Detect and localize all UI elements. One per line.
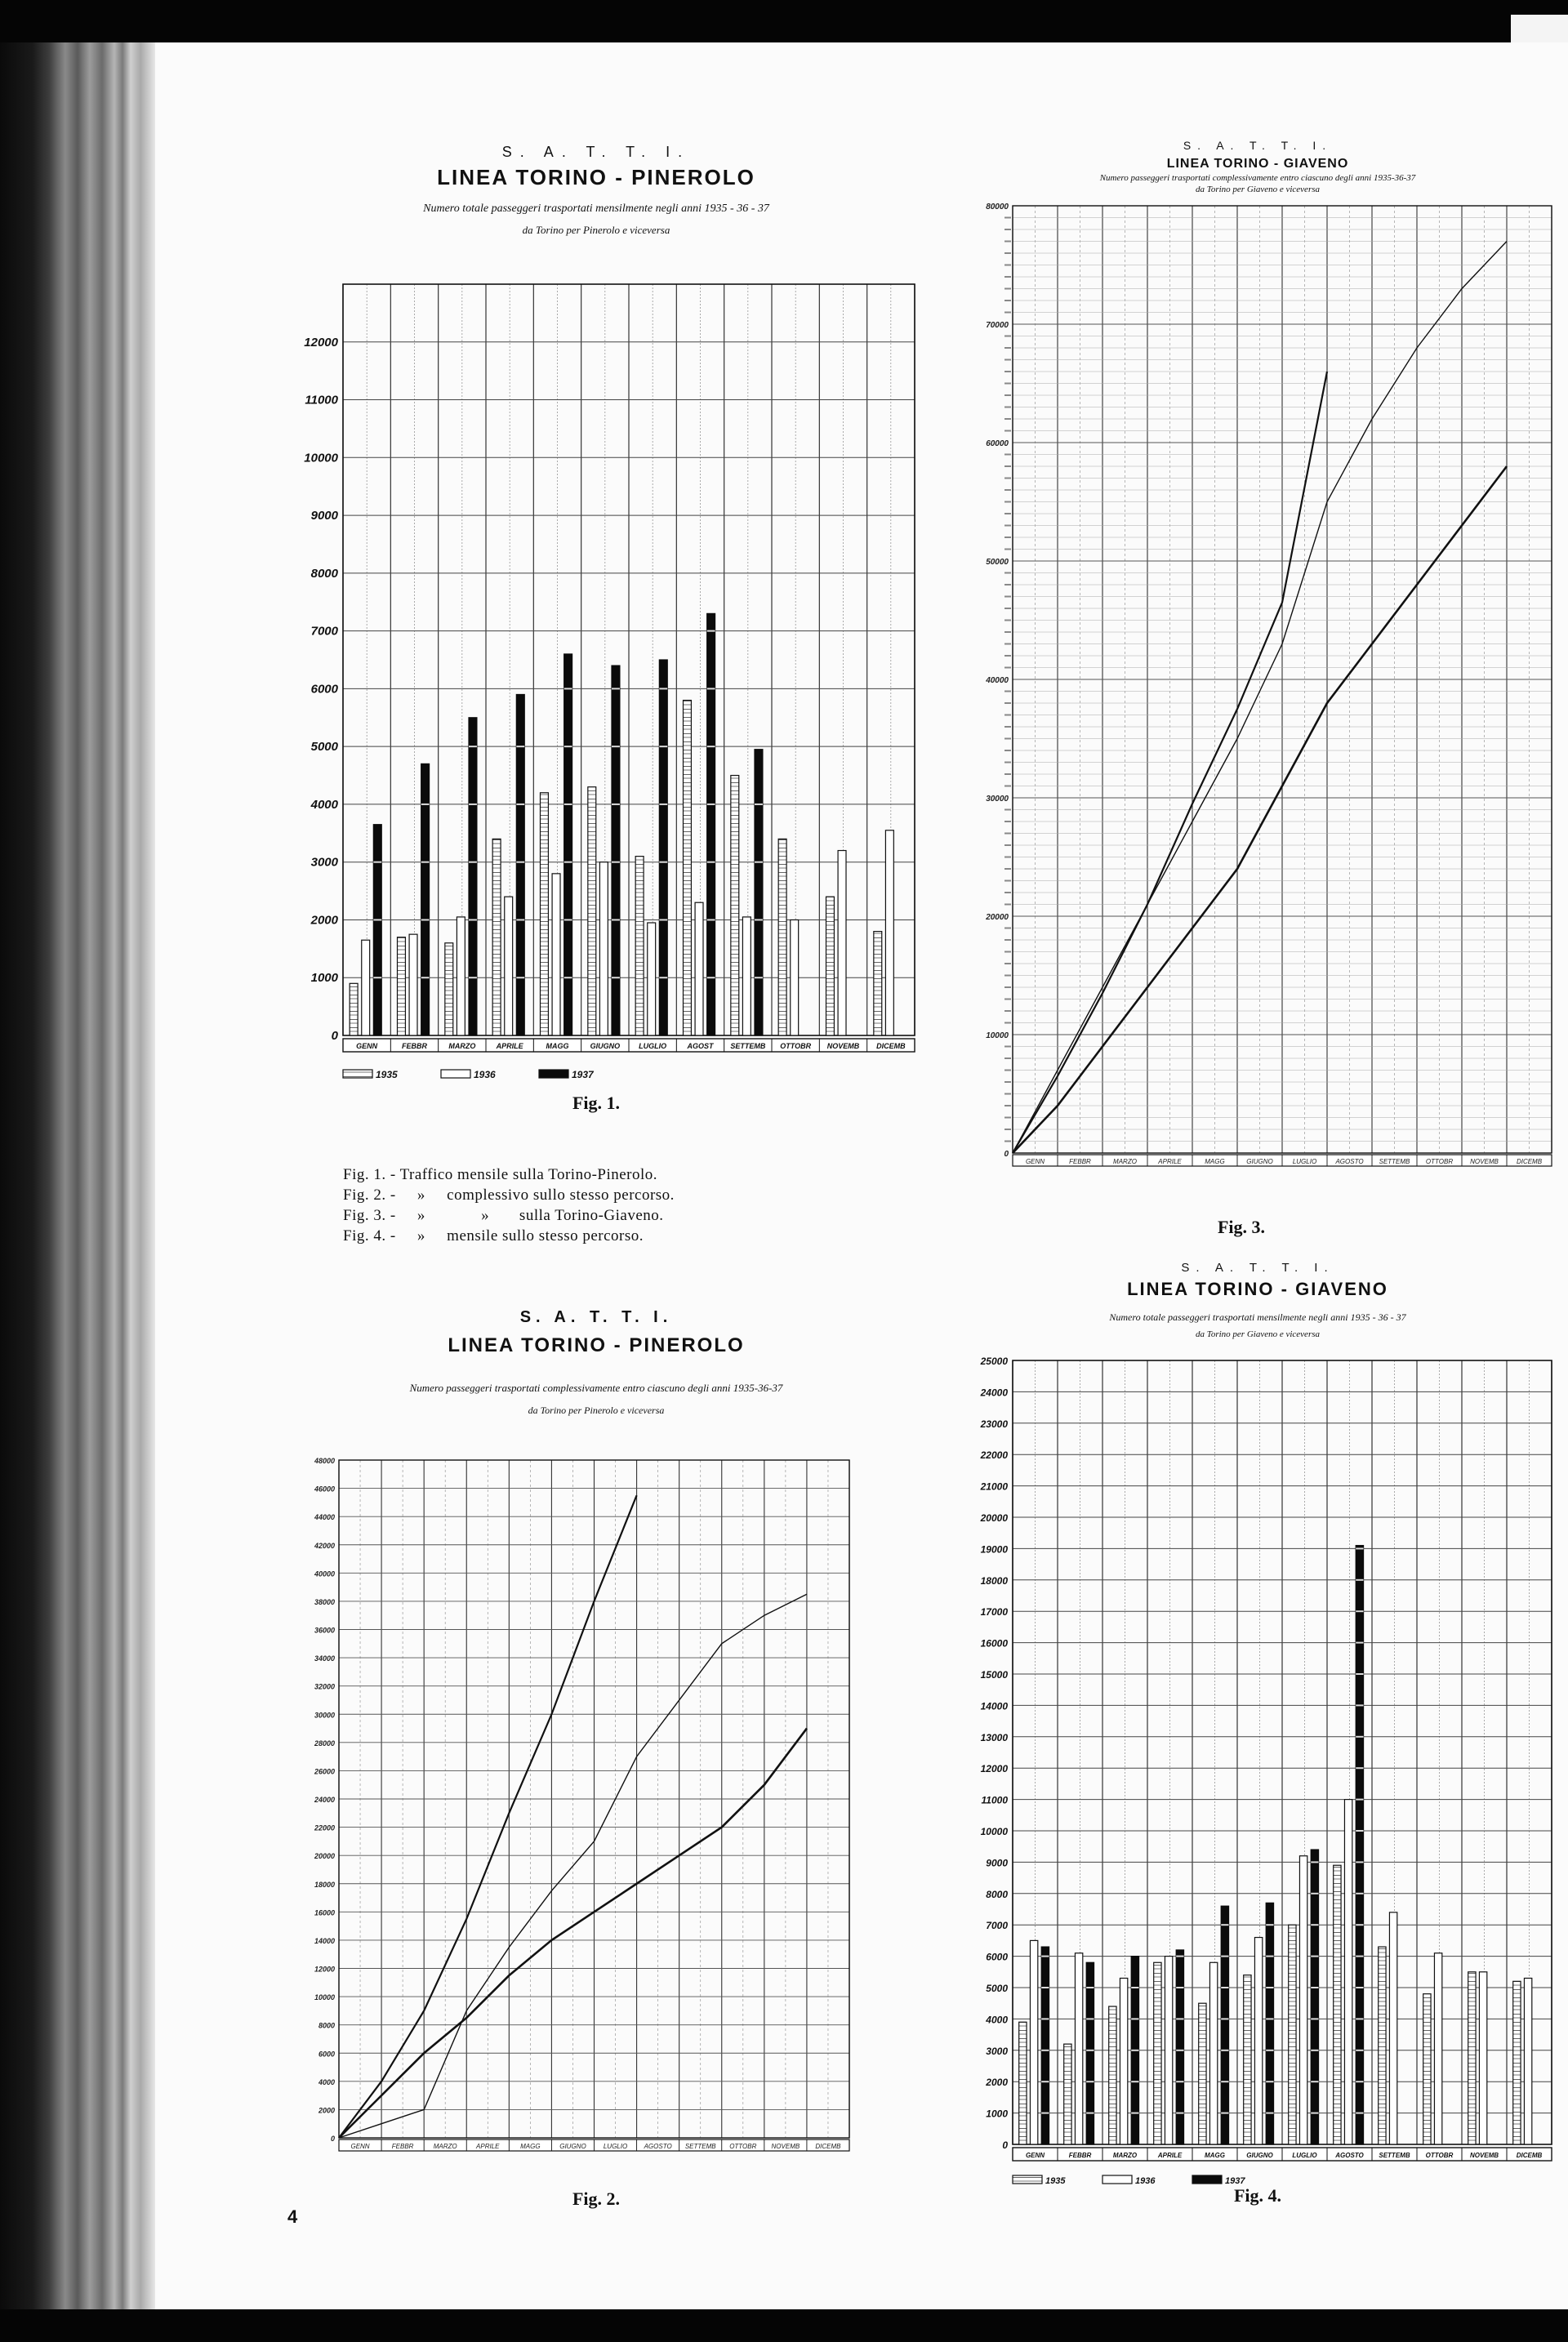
legend-label: 1935 — [376, 1069, 398, 1080]
y-tick-label: 24000 — [314, 1796, 335, 1804]
y-tick-label: 30000 — [314, 1711, 335, 1720]
x-tick-label: FEBBR — [402, 1042, 427, 1050]
bar — [742, 917, 751, 1035]
y-tick-label: 14000 — [980, 1700, 1008, 1712]
x-tick-label: MAGG — [520, 2143, 541, 2150]
chart-title: LINEA TORINO - GIAVENO — [1127, 1279, 1388, 1299]
bar — [826, 897, 835, 1035]
bar — [457, 917, 465, 1035]
y-tick-label: 0 — [1002, 2139, 1008, 2151]
legend-label: 1936 — [1135, 2176, 1156, 2186]
bar — [791, 919, 799, 1035]
bar — [1019, 2022, 1027, 2144]
y-tick-label: 7000 — [310, 624, 338, 639]
bar — [755, 750, 763, 1035]
bar — [492, 839, 501, 1035]
y-tick-label: 16000 — [980, 1637, 1008, 1650]
y-tick-label: 8000 — [318, 2021, 335, 2030]
y-tick-label: 0 — [1004, 1150, 1009, 1159]
chart-fig1 — [270, 137, 923, 1125]
chart-subtitle-2: da Torino per Giaveno e viceversa — [1195, 185, 1321, 194]
legend-label: 1937 — [572, 1069, 594, 1080]
y-tick-label: 12000 — [980, 1763, 1008, 1775]
y-tick-label: 8000 — [310, 566, 338, 581]
fig-label: Fig. 4. — [1233, 2185, 1282, 2206]
chart-fig4 — [956, 1262, 1560, 2218]
bar — [1120, 1978, 1127, 2144]
x-tick-label: MAGG — [1205, 2152, 1225, 2159]
bar — [648, 923, 656, 1035]
x-tick-label: OTTOBR — [729, 2143, 757, 2150]
y-tick-label: 25000 — [980, 1356, 1008, 1367]
caption-line: Fig. 1. - Traffico mensile sulla Torino-Pinerolo. — [343, 1166, 658, 1183]
x-tick-label: GENN — [356, 1042, 378, 1050]
y-tick-label: 3000 — [986, 2045, 1008, 2057]
x-tick-label: AGOSTO — [1335, 2152, 1364, 2159]
y-tick-label: 22000 — [980, 1449, 1008, 1462]
legend-swatch — [343, 1070, 372, 1078]
bar — [1165, 1957, 1172, 2144]
y-tick-label: 9000 — [986, 1857, 1008, 1869]
y-tick-label: 4000 — [986, 2014, 1008, 2026]
bar — [1513, 1981, 1521, 2144]
x-tick-label: NOVEMB — [826, 1042, 860, 1050]
y-tick-label: 6000 — [318, 2050, 335, 2059]
caption-line: Fig. 3. - » » sulla Torino-Giaveno. — [343, 1207, 664, 1224]
x-tick-label: SETTEMB — [1379, 1158, 1410, 1165]
x-tick-label: APRILE — [1157, 2152, 1183, 2159]
bar — [1075, 1953, 1082, 2144]
bar — [1199, 2003, 1206, 2144]
legend-swatch — [1013, 2175, 1042, 2184]
x-tick-label: FEBBR — [1069, 1158, 1091, 1165]
x-tick-label: DICEMB — [876, 1042, 906, 1050]
legend-swatch — [441, 1070, 470, 1078]
legend-swatch — [539, 1070, 568, 1078]
y-tick-label: 80000 — [986, 203, 1009, 211]
chart-svg — [270, 235, 923, 1142]
bar — [635, 857, 644, 1035]
bar — [612, 666, 620, 1035]
y-tick-label: 20000 — [986, 913, 1009, 922]
y-tick-label: 10000 — [986, 1031, 1009, 1040]
y-tick-label: 12000 — [314, 1965, 335, 1974]
x-tick-label: NOVEMB — [771, 2143, 800, 2150]
y-tick-label: 1000 — [986, 2108, 1008, 2120]
x-tick-label: GIUGNO — [590, 1042, 621, 1050]
page-number: 4 — [287, 2206, 298, 2227]
x-tick-label: SETTEMB — [1379, 2152, 1410, 2159]
x-tick-label: SETTEMB — [684, 2143, 716, 2150]
y-tick-label: 32000 — [314, 1682, 335, 1691]
x-tick-label: GIUGNO — [559, 2143, 586, 2150]
bar — [885, 830, 893, 1035]
y-tick-label: 50000 — [986, 558, 1009, 567]
chart-subtitle: Numero passeggeri trasportati complessivamente entro ciascuno degli anni 1935-36-37 — [409, 1382, 783, 1394]
y-tick-label: 20000 — [980, 1512, 1008, 1524]
chart-subtitle-2: da Torino per Pinerolo e viceversa — [522, 224, 670, 236]
x-tick-label: LUGLIO — [1292, 1158, 1317, 1165]
y-tick-label: 38000 — [314, 1597, 335, 1606]
bar — [659, 660, 667, 1035]
bar — [469, 718, 477, 1035]
fig-label: Fig. 1. — [572, 1093, 621, 1113]
bar — [445, 943, 453, 1035]
y-tick-label: 0 — [330, 2135, 335, 2143]
x-tick-label: AGOST — [687, 1042, 714, 1050]
x-tick-label: AGOSTO — [1335, 1158, 1364, 1165]
bar — [684, 701, 692, 1035]
y-tick-label: 70000 — [986, 321, 1009, 330]
y-tick-label: 22000 — [314, 1823, 335, 1832]
x-tick-label: NOVEMB — [1470, 1158, 1499, 1165]
y-tick-label: 9000 — [310, 509, 338, 523]
bar — [1030, 1940, 1037, 2144]
legend-label: 1935 — [1045, 2176, 1066, 2186]
x-tick-label: OTTOBR — [1425, 2152, 1454, 2159]
x-tick-label: GENN — [350, 2143, 370, 2150]
x-tick-label: MARZO — [433, 2143, 457, 2150]
bar — [1041, 1947, 1049, 2144]
bar — [409, 934, 417, 1035]
bar — [1479, 1972, 1486, 2144]
bar — [838, 851, 846, 1035]
x-tick-label: GIUGNO — [1246, 1158, 1273, 1165]
x-tick-label: MAGG — [1205, 1158, 1225, 1165]
caption-line: Fig. 4. - » mensile sullo stesso percorso. — [343, 1227, 644, 1244]
y-tick-label: 10000 — [304, 451, 338, 465]
bar — [1379, 1947, 1386, 2144]
y-tick-label: 11000 — [981, 1794, 1008, 1806]
y-tick-label: 2000 — [986, 2077, 1008, 2089]
bar — [1244, 1975, 1251, 2144]
bar — [1154, 1962, 1161, 2144]
y-tick-label: 6000 — [310, 682, 338, 697]
chart-title: LINEA TORINO - GIAVENO — [1166, 157, 1349, 171]
x-tick-label: APRILE — [496, 1042, 523, 1050]
y-tick-label: 18000 — [314, 1880, 335, 1889]
x-tick-label: DICEMB — [1516, 1158, 1543, 1165]
y-tick-label: 3000 — [310, 855, 338, 870]
x-tick-label: MARZO — [1112, 2152, 1138, 2159]
x-tick-label: GIUGNO — [1246, 2152, 1273, 2159]
x-tick-label: GENN — [1025, 2152, 1045, 2159]
bar — [707, 613, 715, 1035]
y-tick-label: 40000 — [314, 1569, 335, 1578]
chart-title: LINEA TORINO - PINEROLO — [448, 1334, 745, 1356]
bar — [1064, 2044, 1071, 2144]
y-tick-label: 34000 — [314, 1654, 335, 1663]
y-tick-label: 1000 — [310, 971, 338, 986]
scan-corner — [1511, 15, 1568, 42]
bar — [1266, 1903, 1273, 2144]
bar — [1423, 1994, 1431, 2144]
y-tick-label: 0 — [331, 1029, 338, 1043]
bar — [1221, 1906, 1228, 2144]
y-tick-label: 5000 — [310, 740, 338, 755]
bar — [1086, 1962, 1094, 2144]
chart-subtitle: Numero totale passeggeri trasportati mensilmente negli anni 1935 - 36 - 37 — [423, 203, 769, 215]
y-tick-label: 15000 — [980, 1669, 1008, 1681]
bar — [1389, 1912, 1396, 2144]
x-tick-label: FEBBR — [391, 2143, 414, 2150]
y-tick-label: 19000 — [980, 1543, 1008, 1556]
x-tick-label: GENN — [1025, 1158, 1045, 1165]
x-tick-label: NOVEMB — [1469, 2152, 1499, 2159]
bar — [874, 932, 882, 1035]
x-tick-label: MARZO — [448, 1042, 476, 1050]
legend-label: 1937 — [1225, 2176, 1245, 2186]
y-tick-label: 24000 — [980, 1387, 1008, 1399]
y-tick-label: 14000 — [314, 1936, 335, 1945]
x-tick-label: DICEMB — [815, 2143, 841, 2150]
bar — [516, 694, 524, 1035]
legend-swatch — [1102, 2175, 1132, 2184]
y-tick-label: 28000 — [314, 1739, 335, 1748]
y-tick-label: 13000 — [980, 1731, 1008, 1743]
chart-fig2 — [270, 1297, 923, 2220]
top-border — [0, 0, 1568, 42]
chart-svg — [270, 1419, 923, 2236]
fig-label: Fig. 2. — [572, 2188, 621, 2209]
bar — [1299, 1856, 1307, 2144]
bar — [505, 897, 513, 1035]
chart-fig3 — [956, 131, 1560, 1258]
y-tick-label: 4000 — [318, 2077, 335, 2086]
y-tick-label: 20000 — [314, 1852, 335, 1861]
y-tick-label: 46000 — [314, 1485, 335, 1494]
bar — [541, 793, 549, 1035]
y-tick-label: 5000 — [986, 1983, 1008, 1994]
x-tick-label: AGOSTO — [644, 2143, 672, 2150]
y-tick-label: 11000 — [305, 393, 338, 407]
y-tick-label: 60000 — [986, 439, 1009, 448]
chart-header: S. A. T. T. I. — [501, 144, 691, 160]
chart-subtitle: Numero passeggeri trasportati complessivamente entro ciascuno degli anni 1935-36-37 — [1099, 173, 1416, 183]
y-tick-label: 40000 — [986, 676, 1009, 685]
bar — [1344, 1800, 1352, 2144]
chart-header: S. A. T. T. I. — [1183, 139, 1333, 152]
bar — [1334, 1865, 1341, 2144]
bar — [1434, 1953, 1441, 2144]
x-tick-label: MARZO — [1113, 1158, 1137, 1165]
x-tick-label: LUGLIO — [1292, 2152, 1317, 2159]
x-tick-label: LUGLIO — [603, 2143, 628, 2150]
y-tick-label: 7000 — [986, 1920, 1008, 1932]
chart-subtitle-2: da Torino per Giaveno e viceversa — [1195, 1329, 1321, 1339]
x-tick-label: OTTOBR — [780, 1042, 812, 1050]
x-tick-label: FEBBR — [1068, 2152, 1092, 2159]
bar — [1209, 1962, 1217, 2144]
bar — [695, 902, 703, 1035]
captions — [343, 1164, 849, 1246]
bar — [1524, 1978, 1531, 2144]
y-tick-label: 12000 — [304, 335, 338, 350]
bar — [373, 825, 381, 1035]
x-tick-label: MAGG — [546, 1042, 569, 1050]
y-tick-label: 2000 — [310, 913, 338, 928]
caption-line: Fig. 2. - » complessivo sullo stesso percorso. — [343, 1187, 675, 1204]
bar — [1254, 1938, 1262, 2144]
chart-subtitle: Numero totale passeggeri trasportati mensilmente negli anni 1935 - 36 - 37 — [1109, 1311, 1406, 1323]
y-tick-label: 42000 — [314, 1541, 335, 1550]
y-tick-label: 30000 — [986, 795, 1009, 804]
bar — [599, 862, 608, 1035]
legend-swatch — [1192, 2175, 1222, 2184]
x-tick-label: APRILE — [1158, 1158, 1182, 1165]
bar — [1468, 1972, 1476, 2144]
bar — [350, 983, 358, 1035]
bar — [1289, 1925, 1296, 2144]
y-tick-label: 10000 — [314, 1993, 335, 2002]
chart-header: S. A. T. T. I. — [1181, 1261, 1334, 1275]
bar — [1356, 1546, 1363, 2144]
y-tick-label: 23000 — [980, 1418, 1008, 1430]
y-tick-label: 6000 — [986, 1951, 1008, 1963]
y-tick-label: 16000 — [314, 1908, 335, 1917]
y-tick-label: 10000 — [980, 1826, 1008, 1837]
x-tick-label: SETTEMB — [730, 1042, 766, 1050]
bar — [552, 874, 560, 1035]
bar — [362, 940, 370, 1035]
fig-label: Fig. 3. — [1217, 1217, 1266, 1237]
x-tick-label: LUGLIO — [639, 1042, 667, 1050]
bar — [1176, 1950, 1183, 2144]
bottom-border — [0, 2309, 1568, 2342]
y-tick-label: 44000 — [314, 1513, 335, 1522]
x-tick-label: DICEMB — [1516, 2152, 1543, 2159]
y-tick-label: 36000 — [314, 1626, 335, 1635]
y-tick-label: 26000 — [314, 1767, 335, 1776]
y-tick-label: 17000 — [980, 1606, 1008, 1618]
x-tick-label: APRILE — [476, 2143, 500, 2150]
bar — [731, 776, 739, 1035]
chart-svg — [956, 1344, 1560, 2226]
chart-header: S. A. T. T. I. — [519, 1308, 673, 1326]
y-tick-label: 21000 — [980, 1480, 1008, 1493]
bar — [1109, 2006, 1116, 2144]
book-spine — [0, 42, 155, 2309]
legend-label: 1936 — [474, 1069, 496, 1080]
y-tick-label: 2000 — [318, 2106, 335, 2115]
chart-subtitle-2: da Torino per Pinerolo e viceversa — [528, 1405, 665, 1416]
x-tick-label: OTTOBR — [1425, 1158, 1454, 1165]
chart-svg — [956, 196, 1560, 1241]
y-tick-label: 18000 — [980, 1574, 1008, 1587]
y-tick-label: 8000 — [986, 1888, 1008, 1900]
chart-title: LINEA TORINO - PINEROLO — [437, 165, 755, 189]
series-line — [339, 1495, 637, 2138]
bar — [398, 937, 406, 1035]
bar — [588, 787, 596, 1035]
y-tick-label: 48000 — [314, 1457, 335, 1465]
bar — [778, 839, 786, 1035]
y-tick-label: 4000 — [310, 797, 338, 812]
